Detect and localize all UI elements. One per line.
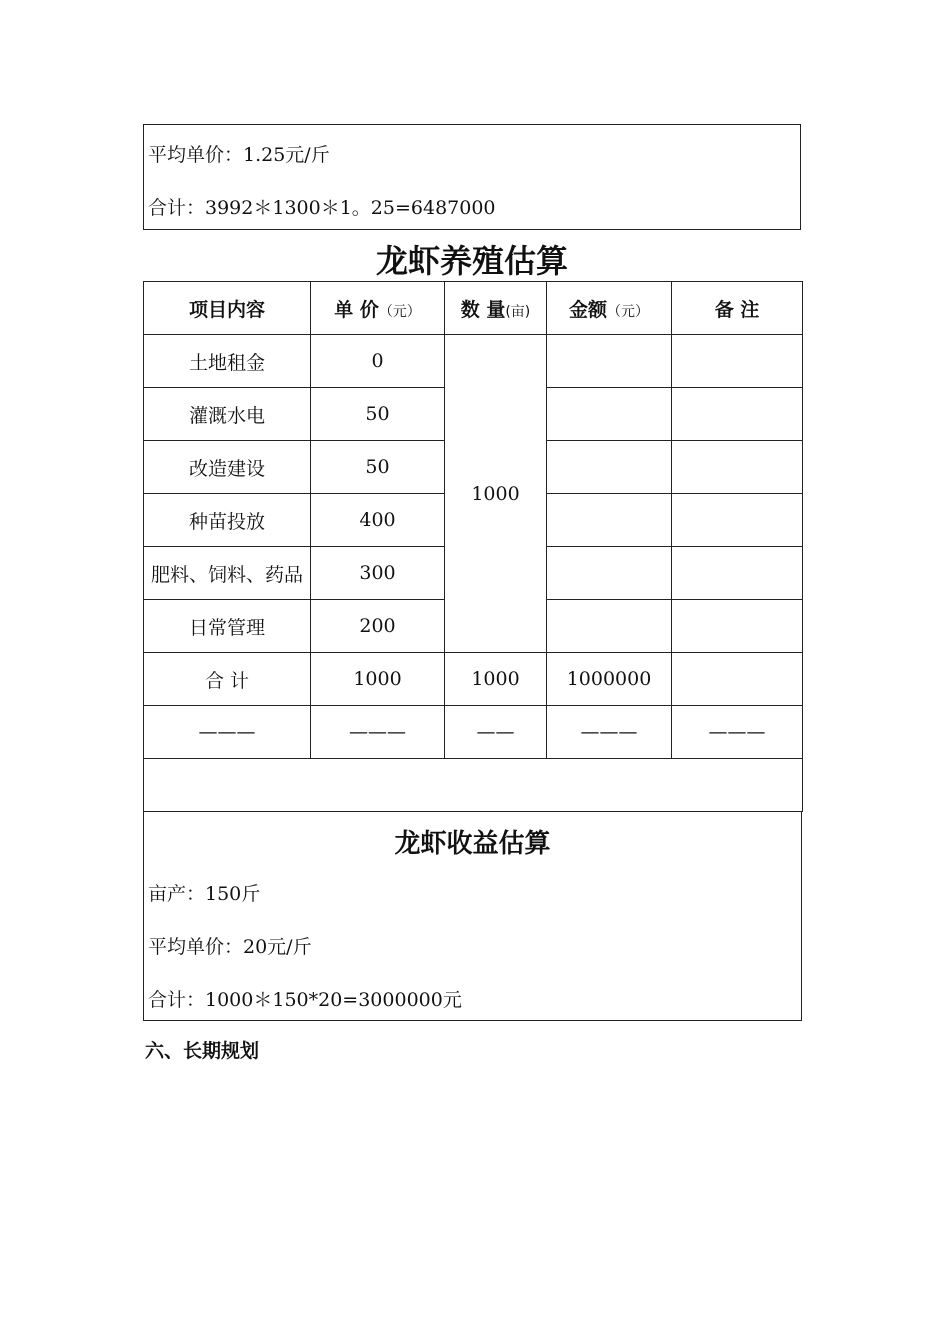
sales-total-line: 合计：3992＊1300＊1。25=6487000 xyxy=(148,197,496,219)
header-quantity: 数 量(亩) xyxy=(445,282,547,335)
header-note: 备 注 xyxy=(672,282,803,335)
income-estimate-box xyxy=(143,811,802,1021)
row-item: 肥料、饲料、药品 xyxy=(144,547,311,600)
row-note xyxy=(672,388,803,441)
income-estimate-title: 龙虾收益估算 xyxy=(394,829,551,859)
row-price: 50 xyxy=(311,388,445,441)
total-label: 合 计 xyxy=(144,653,311,706)
dash-cell: ——— xyxy=(311,706,445,759)
total-price: 1000 xyxy=(311,653,445,706)
dash-row xyxy=(144,706,803,759)
section-heading: 六、长期规划 xyxy=(145,1040,260,1062)
row-price: 0 xyxy=(311,335,445,388)
row-item: 土地租金 xyxy=(144,335,311,388)
row-amount xyxy=(547,547,672,600)
row-item: 灌溉水电 xyxy=(144,388,311,441)
header-unit-price: 单 价（元） xyxy=(311,282,445,335)
dash-cell: ——— xyxy=(672,706,803,759)
header-amount: 金额（元） xyxy=(547,282,672,335)
dash-cell: ——— xyxy=(547,706,672,759)
cost-estimate-table xyxy=(143,281,803,812)
row-price: 50 xyxy=(311,441,445,494)
row-item: 种苗投放 xyxy=(144,494,311,547)
row-amount xyxy=(547,335,672,388)
row-note xyxy=(672,600,803,653)
merged-quantity-cell: 1000 xyxy=(445,335,547,653)
row-price: 300 xyxy=(311,547,445,600)
total-amount: 1000000 xyxy=(547,653,672,706)
header-item: 项目内容 xyxy=(144,282,311,335)
row-item: 日常管理 xyxy=(144,600,311,653)
cost-estimate-title: 龙虾养殖估算 xyxy=(375,242,568,280)
income-avg-price-line: 平均单价：20元/斤 xyxy=(148,936,312,958)
row-note xyxy=(672,547,803,600)
dash-cell: —— xyxy=(445,706,547,759)
total-row xyxy=(144,653,803,706)
avg-price-line: 平均单价：1.25元/斤 xyxy=(148,144,330,166)
income-total-line: 合计：1000＊150*20=3000000元 xyxy=(148,989,462,1011)
total-note xyxy=(672,653,803,706)
empty-row xyxy=(144,759,803,812)
row-amount xyxy=(547,600,672,653)
dash-cell: ——— xyxy=(144,706,311,759)
row-price: 400 xyxy=(311,494,445,547)
row-amount xyxy=(547,388,672,441)
row-note xyxy=(672,494,803,547)
sales-summary-box xyxy=(143,124,801,230)
total-quantity: 1000 xyxy=(445,653,547,706)
row-note xyxy=(672,441,803,494)
table-row xyxy=(144,335,803,388)
row-note xyxy=(672,335,803,388)
empty-cell xyxy=(144,759,803,812)
table-header-row xyxy=(144,282,803,335)
yield-line: 亩产：150斤 xyxy=(148,883,261,905)
row-price: 200 xyxy=(311,600,445,653)
row-amount xyxy=(547,494,672,547)
row-amount xyxy=(547,441,672,494)
row-item: 改造建设 xyxy=(144,441,311,494)
